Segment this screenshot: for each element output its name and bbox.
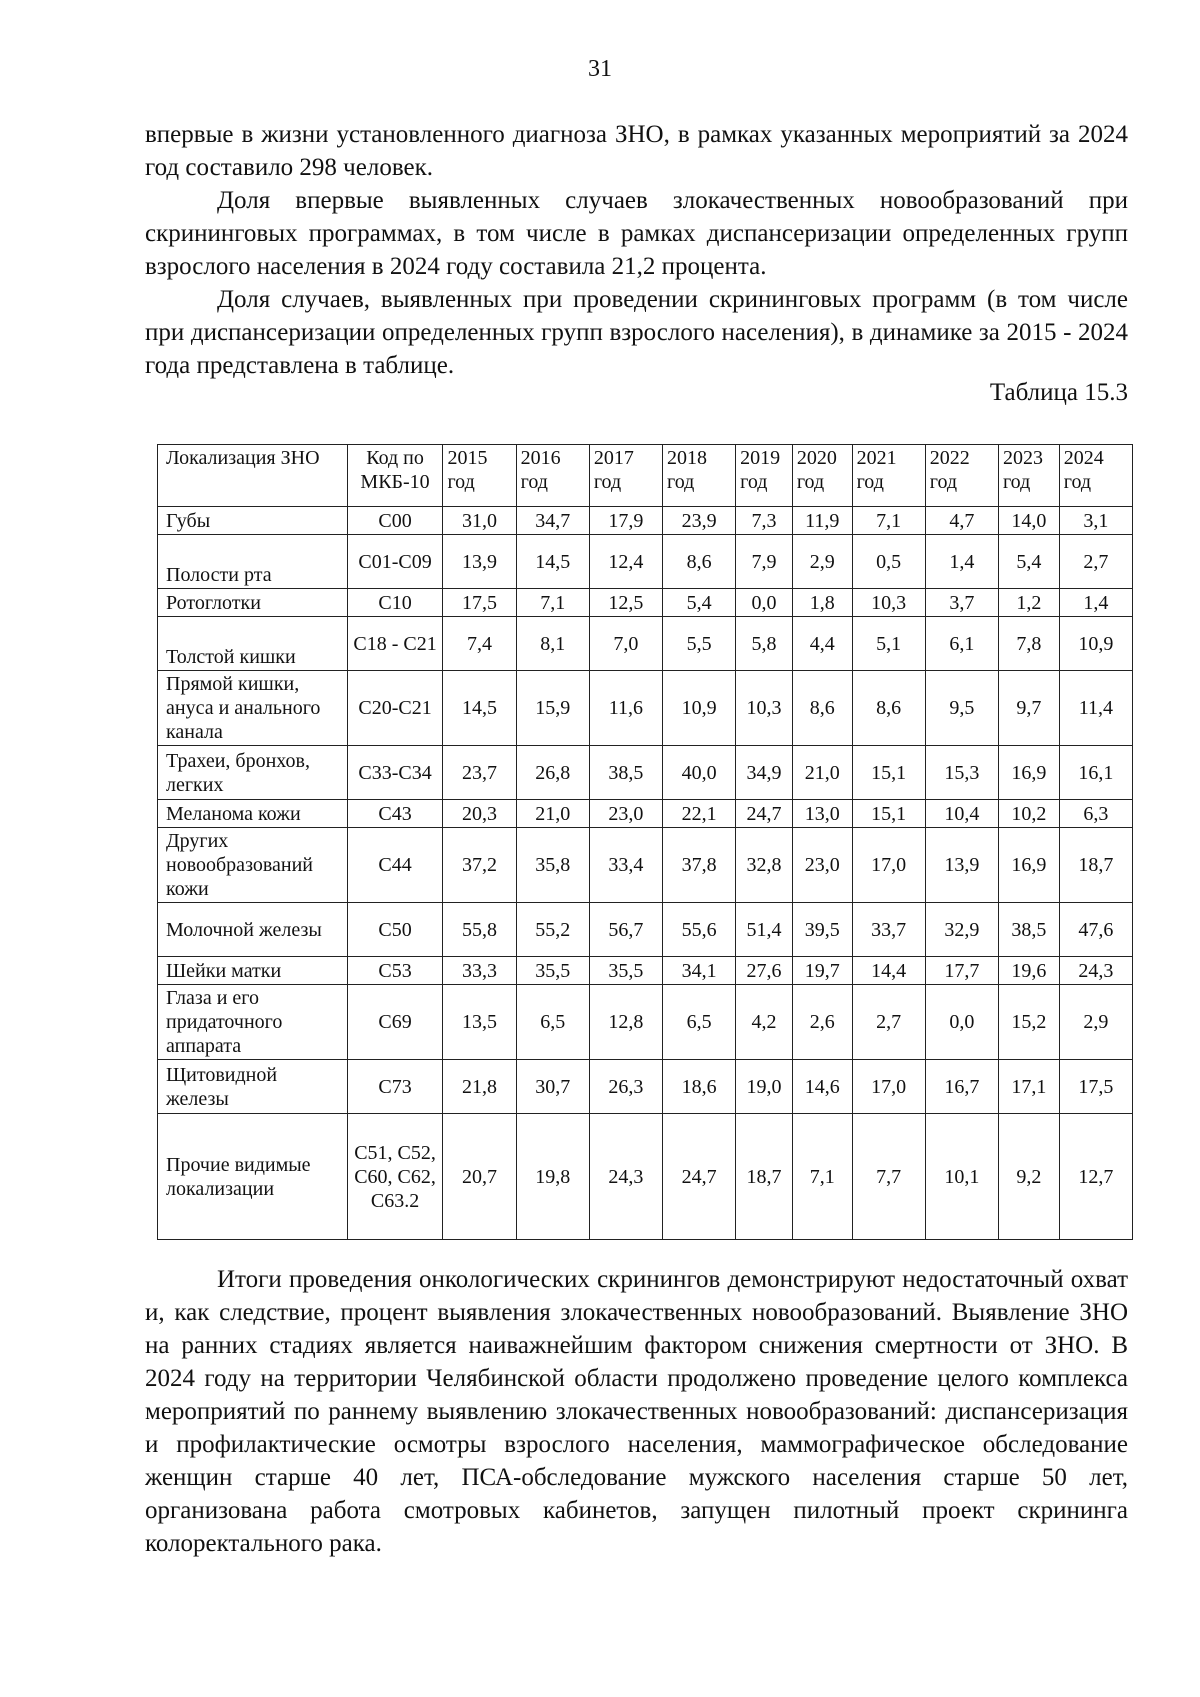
cell-value: 38,5 (998, 903, 1059, 957)
paragraph: Доля впервые выявленных случаев злокачественных новообразований при скрининговых программах, в том числе в рамках диспансеризации определенных групп взрослого населения в 2024 году составила 21,2 процента. (145, 187, 1128, 280)
cell-value: 4,4 (792, 617, 852, 671)
cell-value: 9,2 (998, 1114, 1059, 1240)
cell-code: С00 (347, 507, 443, 535)
cell-value: 4,7 (925, 507, 998, 535)
cell-value: 34,9 (736, 746, 793, 800)
cell-value: 7,7 (852, 1114, 925, 1240)
cell-value: 24,7 (736, 800, 793, 828)
cell-value: 2,7 (852, 985, 925, 1060)
table-row (158, 985, 1133, 1060)
table-row (158, 828, 1133, 903)
cell-value: 6,5 (662, 985, 735, 1060)
cell-value: 17,9 (589, 507, 662, 535)
cell-value: 9,5 (925, 671, 998, 746)
cell-value: 13,9 (925, 828, 998, 903)
cell-value: 8,1 (516, 617, 589, 671)
cell-value: 17,7 (925, 957, 998, 985)
cell-value: 10,9 (662, 671, 735, 746)
cell-value: 32,9 (925, 903, 998, 957)
cell-value: 7,8 (998, 617, 1059, 671)
header-year: 2017 год (589, 445, 662, 507)
cell-value: 17,0 (852, 1060, 925, 1114)
cell-value: 8,6 (792, 671, 852, 746)
cell-value: 11,9 (792, 507, 852, 535)
cell-value: 23,0 (589, 800, 662, 828)
cell-value: 14,4 (852, 957, 925, 985)
cell-value: 0,5 (852, 535, 925, 589)
cell-value: 24,3 (1059, 957, 1132, 985)
paragraph: впервые в жизни установленного диагноза ЗНО, в рамках указанных мероприятий за 2024 год составило 298 человек. (145, 121, 1128, 181)
cell-value: 8,6 (852, 671, 925, 746)
intro-text (145, 118, 1128, 382)
cell-value: 3,1 (1059, 507, 1132, 535)
cell-value: 37,8 (662, 828, 735, 903)
cell-value: 31,0 (443, 507, 516, 535)
header-year: 2016 год (516, 445, 589, 507)
cell-value: 10,3 (852, 589, 925, 617)
cell-value: 13,0 (792, 800, 852, 828)
cell-value: 16,9 (998, 746, 1059, 800)
cell-localization: Других новообразований кожи (158, 828, 348, 903)
table-caption: Таблица 15.3 (989, 379, 1128, 406)
cell-value: 13,5 (443, 985, 516, 1060)
cell-value: 51,4 (736, 903, 793, 957)
cell-value: 12,4 (589, 535, 662, 589)
cell-value: 15,9 (516, 671, 589, 746)
cell-code: С44 (347, 828, 443, 903)
cell-localization: Прочие видимые локализации (158, 1114, 348, 1240)
header-year: 2019 год (736, 445, 793, 507)
cell-value: 23,9 (662, 507, 735, 535)
cell-value: 5,4 (662, 589, 735, 617)
cell-value: 1,2 (998, 589, 1059, 617)
table-row (158, 589, 1133, 617)
cell-value: 20,3 (443, 800, 516, 828)
cell-localization: Щитовидной железы (158, 1060, 348, 1114)
cell-value: 21,8 (443, 1060, 516, 1114)
cell-value: 15,1 (852, 800, 925, 828)
cell-value: 16,1 (1059, 746, 1132, 800)
cell-value: 55,2 (516, 903, 589, 957)
cell-value: 14,6 (792, 1060, 852, 1114)
header-year: 2020 год (792, 445, 852, 507)
cell-value: 11,6 (589, 671, 662, 746)
cell-value: 10,9 (1059, 617, 1132, 671)
table-row (158, 1114, 1133, 1240)
cell-value: 10,2 (998, 800, 1059, 828)
cell-value: 7,3 (736, 507, 793, 535)
cell-value: 6,1 (925, 617, 998, 671)
cell-value: 16,9 (998, 828, 1059, 903)
header-year: 2022 год (925, 445, 998, 507)
cell-value: 26,3 (589, 1060, 662, 1114)
cell-localization: Молочной железы (158, 903, 348, 957)
cell-value: 35,5 (589, 957, 662, 985)
table-header-row (158, 445, 1133, 507)
cell-value: 21,0 (516, 800, 589, 828)
table-row (158, 957, 1133, 985)
header-year: 2024 год (1059, 445, 1132, 507)
cell-value: 15,1 (852, 746, 925, 800)
cell-value: 7,4 (443, 617, 516, 671)
cell-code: С51, С52, С60, С62, С63.2 (347, 1114, 443, 1240)
cell-value: 9,7 (998, 671, 1059, 746)
cell-value: 34,1 (662, 957, 735, 985)
cell-value: 1,4 (1059, 589, 1132, 617)
cell-code: С33-С34 (347, 746, 443, 800)
cell-value: 2,7 (1059, 535, 1132, 589)
cell-value: 5,4 (998, 535, 1059, 589)
cell-code: С20-С21 (347, 671, 443, 746)
cell-value: 14,5 (516, 535, 589, 589)
cell-value: 23,0 (792, 828, 852, 903)
cell-value: 7,1 (792, 1114, 852, 1240)
cell-value: 33,4 (589, 828, 662, 903)
cell-value: 55,8 (443, 903, 516, 957)
header-year: 2015 год (443, 445, 516, 507)
cell-value: 6,5 (516, 985, 589, 1060)
cell-localization: Толстой кишки (158, 617, 348, 671)
header-localization: Локализация ЗНО (158, 445, 348, 507)
cell-code: С01-С09 (347, 535, 443, 589)
table-row (158, 746, 1133, 800)
page-number: 31 (588, 56, 612, 82)
cell-value: 0,0 (925, 985, 998, 1060)
cell-value: 26,8 (516, 746, 589, 800)
cell-value: 5,5 (662, 617, 735, 671)
header-code: Код по МКБ-10 (347, 445, 443, 507)
cell-value: 32,8 (736, 828, 793, 903)
cell-value: 10,4 (925, 800, 998, 828)
cell-value: 47,6 (1059, 903, 1132, 957)
cell-localization: Меланома кожи (158, 800, 348, 828)
cell-localization: Губы (158, 507, 348, 535)
cell-value: 7,9 (736, 535, 793, 589)
cell-value: 18,7 (1059, 828, 1132, 903)
cell-value: 34,7 (516, 507, 589, 535)
cell-value: 4,2 (736, 985, 793, 1060)
cell-localization: Глаза и его придаточного аппарата (158, 985, 348, 1060)
table-row (158, 671, 1133, 746)
cell-value: 19,7 (792, 957, 852, 985)
cell-value: 6,3 (1059, 800, 1132, 828)
cell-value: 22,1 (662, 800, 735, 828)
cell-value: 12,7 (1059, 1114, 1132, 1240)
cell-value: 5,8 (736, 617, 793, 671)
cell-value: 10,1 (925, 1114, 998, 1240)
cell-value: 20,7 (443, 1114, 516, 1240)
cell-value: 14,5 (443, 671, 516, 746)
cell-value: 7,1 (516, 589, 589, 617)
cell-localization: Полости рта (158, 535, 348, 589)
cell-value: 33,3 (443, 957, 516, 985)
cell-value: 2,6 (792, 985, 852, 1060)
cell-value: 0,0 (736, 589, 793, 617)
cell-localization: Шейки матки (158, 957, 348, 985)
cell-code: С69 (347, 985, 443, 1060)
cell-value: 10,3 (736, 671, 793, 746)
cell-value: 5,1 (852, 617, 925, 671)
cell-value: 24,7 (662, 1114, 735, 1240)
table-row (158, 903, 1133, 957)
cell-value: 15,2 (998, 985, 1059, 1060)
cell-value: 12,8 (589, 985, 662, 1060)
cell-value: 27,6 (736, 957, 793, 985)
cell-value: 16,7 (925, 1060, 998, 1114)
cell-value: 19,8 (516, 1114, 589, 1240)
cell-value: 17,5 (443, 589, 516, 617)
cell-value: 24,3 (589, 1114, 662, 1240)
cell-value: 33,7 (852, 903, 925, 957)
cell-value: 2,9 (792, 535, 852, 589)
cell-value: 17,1 (998, 1060, 1059, 1114)
cell-value: 18,7 (736, 1114, 793, 1240)
cell-code: С53 (347, 957, 443, 985)
cell-code: С18 - С21 (347, 617, 443, 671)
table-row (158, 617, 1133, 671)
cell-value: 17,5 (1059, 1060, 1132, 1114)
cell-code: С50 (347, 903, 443, 957)
table-row (158, 507, 1133, 535)
cell-value: 35,5 (516, 957, 589, 985)
cell-value: 7,0 (589, 617, 662, 671)
cell-code: С73 (347, 1060, 443, 1114)
cell-value: 19,0 (736, 1060, 793, 1114)
cell-value: 19,6 (998, 957, 1059, 985)
header-year: 2021 год (852, 445, 925, 507)
table-row (158, 800, 1133, 828)
table-row (158, 1060, 1133, 1114)
cell-code: С43 (347, 800, 443, 828)
cell-value: 1,8 (792, 589, 852, 617)
header-year: 2018 год (662, 445, 735, 507)
conclusion-text (145, 1263, 1128, 1560)
cell-value: 7,1 (852, 507, 925, 535)
cell-value: 15,3 (925, 746, 998, 800)
cell-value: 3,7 (925, 589, 998, 617)
cell-value: 21,0 (792, 746, 852, 800)
table-row (158, 535, 1133, 589)
cell-value: 11,4 (1059, 671, 1132, 746)
cell-value: 18,6 (662, 1060, 735, 1114)
paragraph: Доля случаев, выявленных при проведении скрининговых программ (в том числе при диспансеризации определенных групп взрослого населения), в динамике за 2015 - 2024 года представлена в таблице. (145, 286, 1128, 379)
cell-value: 39,5 (792, 903, 852, 957)
cell-value: 13,9 (443, 535, 516, 589)
cell-localization: Ротоглотки (158, 589, 348, 617)
cell-code: С10 (347, 589, 443, 617)
cell-value: 38,5 (589, 746, 662, 800)
cell-value: 14,0 (998, 507, 1059, 535)
cell-value: 8,6 (662, 535, 735, 589)
cell-value: 2,9 (1059, 985, 1132, 1060)
cell-localization: Трахеи, бронхов, легких (158, 746, 348, 800)
cell-value: 37,2 (443, 828, 516, 903)
cell-value: 55,6 (662, 903, 735, 957)
cell-value: 1,4 (925, 535, 998, 589)
cell-value: 40,0 (662, 746, 735, 800)
cell-value: 30,7 (516, 1060, 589, 1114)
cell-value: 56,7 (589, 903, 662, 957)
cell-value: 12,5 (589, 589, 662, 617)
header-year: 2023 год (998, 445, 1059, 507)
cell-localization: Прямой кишки, ануса и анального канала (158, 671, 348, 746)
screening-table (157, 444, 1133, 1240)
cell-value: 23,7 (443, 746, 516, 800)
cell-value: 17,0 (852, 828, 925, 903)
paragraph: Итоги проведения онкологических скринингов демонстрируют недостаточный охват и, как следствие, процент выявления злокачественных новообразований. Выявление ЗНО на ранних стадиях является наиважнейшим фактором снижения смертности от ЗНО. В 2024 году на территории Челябинской области продолжено проведение целого комплекса мероприятий по раннему выявлению злокачественных новообразований: диспансеризация и профилактические осмотры взрослого населения, маммографическое обследование женщин старше 40 лет, ПСА-обследование мужского населения старше 50 лет, организована работа смотровых кабинетов, запущен пилотный проект скрининга колоректального рака. (145, 1266, 1128, 1557)
cell-value: 35,8 (516, 828, 589, 903)
